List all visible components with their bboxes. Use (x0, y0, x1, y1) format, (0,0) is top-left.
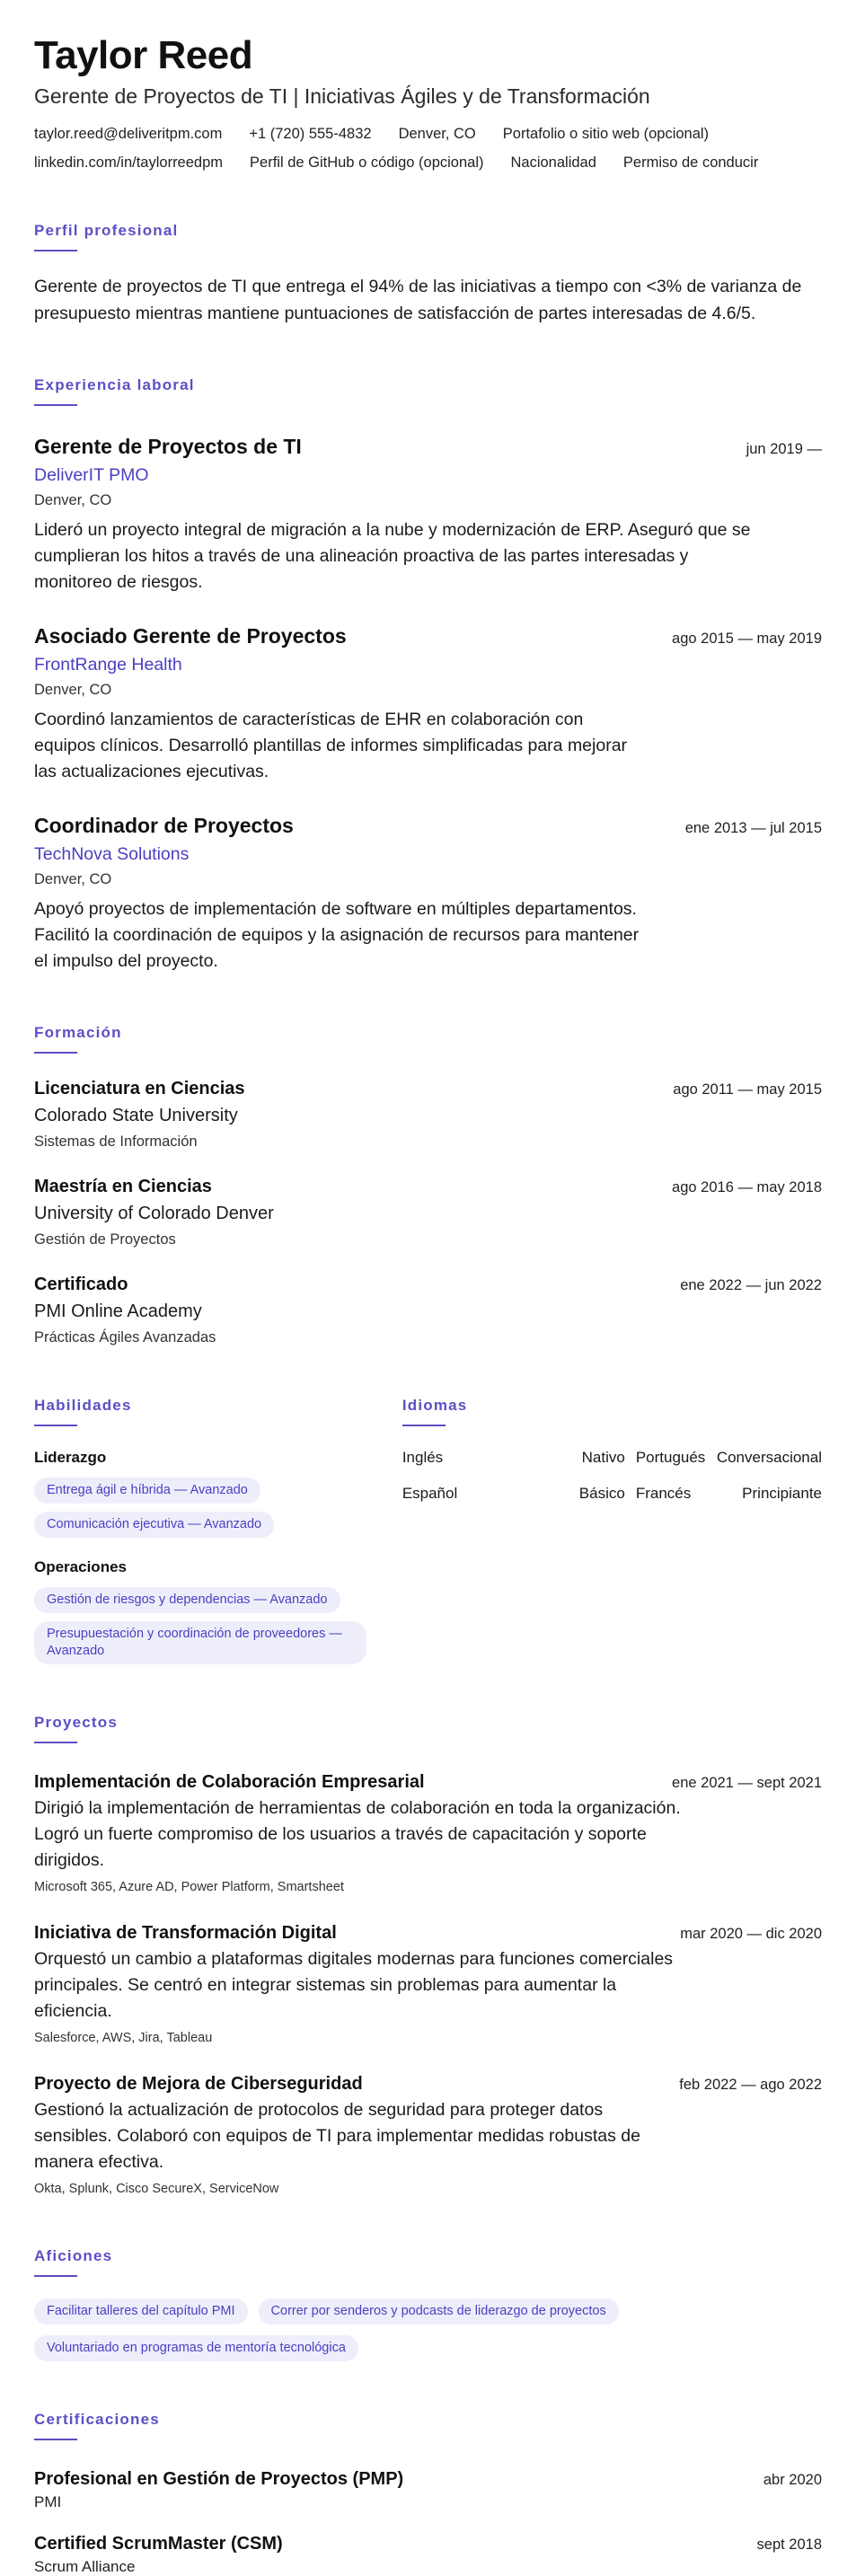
hobby-chip: Facilitar talleres del capítulo PMI (34, 2298, 248, 2325)
contact-nationality: Nacionalidad (510, 154, 596, 171)
project-date: mar 2020 — dic 2020 (680, 1926, 822, 1942)
skill-chip: Entrega ágil e híbrida — Avanzado (34, 1478, 260, 1504)
languages-table (402, 1448, 822, 1504)
skill-group-name: Liderazgo (34, 1449, 107, 1466)
education-field: Sistemas de Información (34, 1134, 198, 1150)
contact-info (34, 124, 822, 172)
section-divider (34, 2275, 77, 2277)
languages-heading: Idiomas (402, 1397, 468, 1414)
language-level: Conversacional (716, 1449, 822, 1466)
education-school: PMI Online Academy (34, 1301, 202, 1321)
job-title: Coordinador de Proyectos (34, 814, 294, 837)
language-level: Básico (578, 1485, 625, 1502)
language-level: Principiante (742, 1485, 822, 1502)
section-divider (34, 404, 77, 406)
job-date: jun 2019 — (746, 441, 822, 457)
hobbies-section (34, 2246, 822, 2361)
contact-github[interactable]: Perfil de GitHub o código (opcional) (250, 154, 484, 171)
education-school: University of Colorado Denver (34, 1204, 274, 1223)
education-date: ago 2011 — may 2015 (673, 1081, 822, 1098)
hobby-chip: Voluntariado en programas de mentoría tecnológica (34, 2335, 358, 2361)
hobby-chip: Correr por senderos y podcasts de liderazgo de proyectos (259, 2298, 619, 2325)
job-location: Denver, CO (34, 682, 112, 698)
skills-heading: Habilidades (34, 1397, 132, 1414)
certification-date: sept 2018 (756, 2536, 822, 2553)
education-entry (34, 1175, 822, 1249)
skill-group (34, 1448, 366, 1538)
summary-heading: Perfil profesional (34, 222, 179, 239)
section-divider (34, 1425, 77, 1426)
education-entry (34, 1273, 822, 1347)
contact-website[interactable]: Portafolio o sitio web (opcional) (502, 126, 710, 142)
certifications-section (34, 2410, 822, 2576)
certification-name: Profesional en Gestión de Proyectos (PMP) (34, 2469, 404, 2489)
language-name: Inglés (402, 1449, 444, 1466)
project-entry (34, 1770, 822, 1896)
skill-chip: Presupuestación y coordinación de proveedores — Avanzado (34, 1621, 366, 1664)
projects-heading: Proyectos (34, 1714, 119, 1731)
candidate-headline: Gerente de Proyectos de TI | Iniciativas Ágiles y de Transformación (34, 84, 650, 108)
education-heading: Formación (34, 1024, 122, 1041)
project-date: ene 2021 — sept 2021 (672, 1775, 822, 1791)
education-section (34, 1023, 822, 1347)
job-company: TechNova Solutions (34, 844, 190, 864)
contact-phone[interactable]: +1 (720) 555-4832 (249, 126, 372, 142)
project-title: Proyecto de Mejora de Ciberseguridad (34, 2074, 363, 2094)
skill-chip: Comunicación ejecutiva — Avanzado (34, 1512, 274, 1538)
experience-section (34, 375, 822, 975)
job-location: Denver, CO (34, 871, 112, 887)
projects-section (34, 1713, 822, 2198)
job-description: Coordinó lanzamientos de características de EHR en colaboración con equipos clínicos. Desarrolló plantillas de informes simplificadas para mejorar las actualizaciones ejecutivas. (34, 710, 628, 781)
education-degree: Certificado (34, 1275, 128, 1294)
project-description: Gestionó la actualización de protocolos de seguridad para proteger datos sensibles. Colaboró con equipos de TI para implementar medidas robustas de manera efectiva. (34, 2100, 640, 2172)
language-name: Portugués (635, 1449, 706, 1466)
certification-org: Scrum Alliance (34, 2558, 136, 2575)
skills-section (34, 1396, 366, 1664)
skills-languages-row (34, 1396, 822, 1664)
project-description: Orquestó un cambio a plataformas digitales modernas para funciones comerciales principales. Se centró en integrar sistemas sin problemas para aumentar la eficiencia. (34, 1949, 674, 2021)
job-date: ago 2015 — may 2019 (672, 631, 822, 647)
education-entry (34, 1077, 822, 1151)
job-company: DeliverIT PMO (34, 465, 149, 485)
hobbies-heading: Aficiones (34, 2247, 113, 2264)
certification-entry (34, 2532, 822, 2576)
languages-section (402, 1396, 822, 1664)
resume-header (34, 32, 822, 172)
skill-group (34, 1557, 366, 1664)
project-entry (34, 2072, 822, 2198)
language-name: Español (402, 1485, 458, 1502)
project-entry (34, 1921, 822, 2047)
job-title: Asociado Gerente de Proyectos (34, 624, 347, 648)
project-date: feb 2022 — ago 2022 (679, 2077, 822, 2093)
project-tech: Microsoft 365, Azure AD, Power Platform, Smartsheet (34, 1880, 344, 1894)
section-divider (402, 1425, 446, 1426)
project-tech: Salesforce, AWS, Jira, Tableau (34, 2031, 213, 2045)
certification-name: Certified ScrumMaster (CSM) (34, 2534, 283, 2554)
education-field: Prácticas Ágiles Avanzadas (34, 1329, 216, 1345)
contact-driving-license: Permiso de conducir (622, 154, 759, 171)
education-field: Gestión de Proyectos (34, 1231, 176, 1248)
section-divider (34, 2439, 77, 2440)
job-company: FrontRange Health (34, 655, 182, 675)
certification-org: PMI (34, 2493, 62, 2510)
section-divider (34, 1052, 77, 1054)
candidate-name: Taylor Reed (34, 33, 253, 77)
experience-heading: Experiencia laboral (34, 376, 195, 393)
section-divider (34, 250, 77, 251)
education-degree: Maestría en Ciencias (34, 1177, 212, 1196)
job-entry (34, 433, 822, 595)
summary-section (34, 221, 822, 327)
contact-linkedin[interactable]: linkedin.com/in/taylorreedpm (34, 154, 224, 171)
education-date: ene 2022 — jun 2022 (680, 1277, 822, 1293)
job-entry (34, 622, 822, 785)
contact-email[interactable]: taylor.reed@deliveritpm.com (34, 126, 223, 142)
skill-group-name: Operaciones (34, 1558, 127, 1575)
education-degree: Licenciatura en Ciencias (34, 1079, 245, 1098)
project-description: Dirigió la implementación de herramientas de colaboración en toda la organización. Logró un fuerte compromiso de los usuarios a través de capacitación y soporte dirigidos. (34, 1798, 681, 1870)
education-school: Colorado State University (34, 1106, 238, 1125)
skill-chip: Gestión de riesgos y dependencias — Avanzado (34, 1587, 340, 1613)
summary-text: Gerente de proyectos de TI que entrega el 94% de las iniciativas a tiempo con <3% de varianza de presupuesto mientras mantiene puntuaciones de satisfacción de partes interesadas de 4.6/5. (34, 277, 802, 323)
project-tech: Okta, Splunk, Cisco SecureX, ServiceNow (34, 2182, 279, 2196)
job-description: Lideró un proyecto integral de migración a la nube y modernización de ERP. Aseguró que se cumplieran los hitos a través de una alineación proactiva de las partes interesadas y monitoreo de riesgos. (34, 520, 751, 592)
job-location: Denver, CO (34, 492, 112, 508)
certification-entry (34, 2467, 822, 2512)
project-title: Implementación de Colaboración Empresarial (34, 1772, 425, 1792)
certifications-heading: Certificaciones (34, 2411, 160, 2428)
education-date: ago 2016 — may 2018 (672, 1179, 822, 1195)
section-divider (34, 1742, 77, 1743)
project-title: Iniciativa de Transformación Digital (34, 1923, 337, 1943)
language-level: Nativo (581, 1449, 625, 1466)
language-name: Francés (635, 1485, 692, 1502)
contact-location: Denver, CO (398, 126, 476, 142)
job-entry (34, 812, 822, 975)
certification-date: abr 2020 (763, 2472, 822, 2488)
job-title: Gerente de Proyectos de TI (34, 435, 302, 458)
job-description: Apoyó proyectos de implementación de software en múltiples departamentos. Facilitó la coordinación de equipos y la asignación de recursos para mantener el impulso del proyecto. (34, 899, 640, 971)
job-date: ene 2013 — jul 2015 (684, 820, 822, 836)
